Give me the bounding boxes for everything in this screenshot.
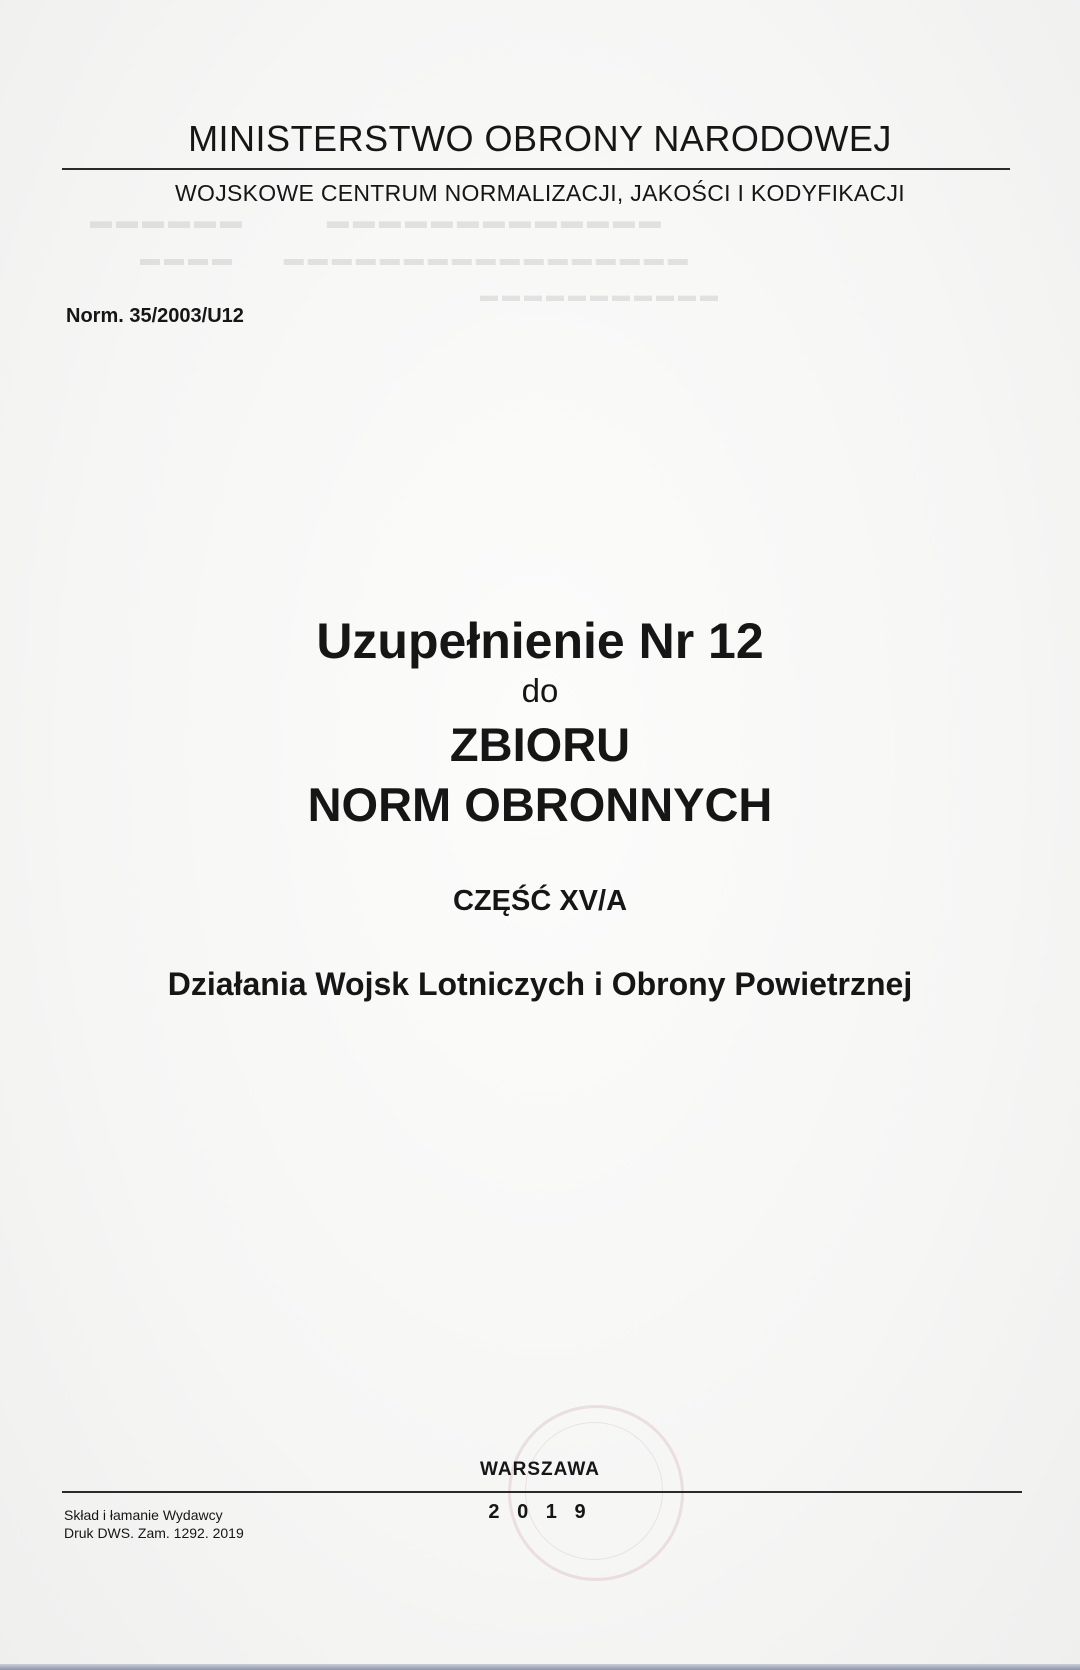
footer-divider — [62, 1491, 1022, 1493]
title-defence-norms: NORM OBRONNYCH — [307, 778, 773, 831]
title-supplement: Uzupełnienie Nr 12 — [316, 613, 764, 669]
part-number: CZĘŚĆ XV/A — [452, 885, 628, 917]
stamp-mark — [508, 1405, 684, 1581]
title-connector: do — [521, 672, 559, 709]
imprint-line-print-order: Druk DWS. Zam. 1292. 2019 — [64, 1525, 244, 1541]
centre-subheading: WOJSKOWE CENTRUM NORMALIZACJI, JAKOŚCI I KODYFIKACJI — [175, 180, 905, 206]
imprint-line-typesetting: Skład i łamanie Wydawcy — [64, 1507, 223, 1523]
header-divider — [62, 168, 1010, 170]
bleed-through-decoration: ▬▬▬▬▬▬ ▬▬▬▬▬▬▬▬▬▬▬▬▬ — [90, 208, 665, 233]
title-collection: ZBIORU — [449, 718, 631, 771]
scan-bottom-edge — [0, 1664, 1080, 1670]
bleed-through-decoration: ▬▬▬▬▬▬▬▬▬▬▬ — [480, 285, 722, 305]
subject-title: Działania Wojsk Lotniczych i Obrony Powietrznej — [167, 966, 913, 1002]
norm-reference: Norm. 35/2003/U12 — [66, 305, 244, 327]
bleed-through-decoration: ▬▬▬▬ ▬▬▬▬▬▬▬▬▬▬▬▬▬▬▬▬▬ — [140, 248, 692, 270]
publication-city: WARSZAWA — [480, 1459, 600, 1480]
printer-imprint — [64, 1506, 244, 1542]
publication-year: 2 0 1 9 — [488, 1501, 592, 1523]
ministry-heading: MINISTERSTWO OBRONY NARODOWEJ — [188, 118, 892, 159]
